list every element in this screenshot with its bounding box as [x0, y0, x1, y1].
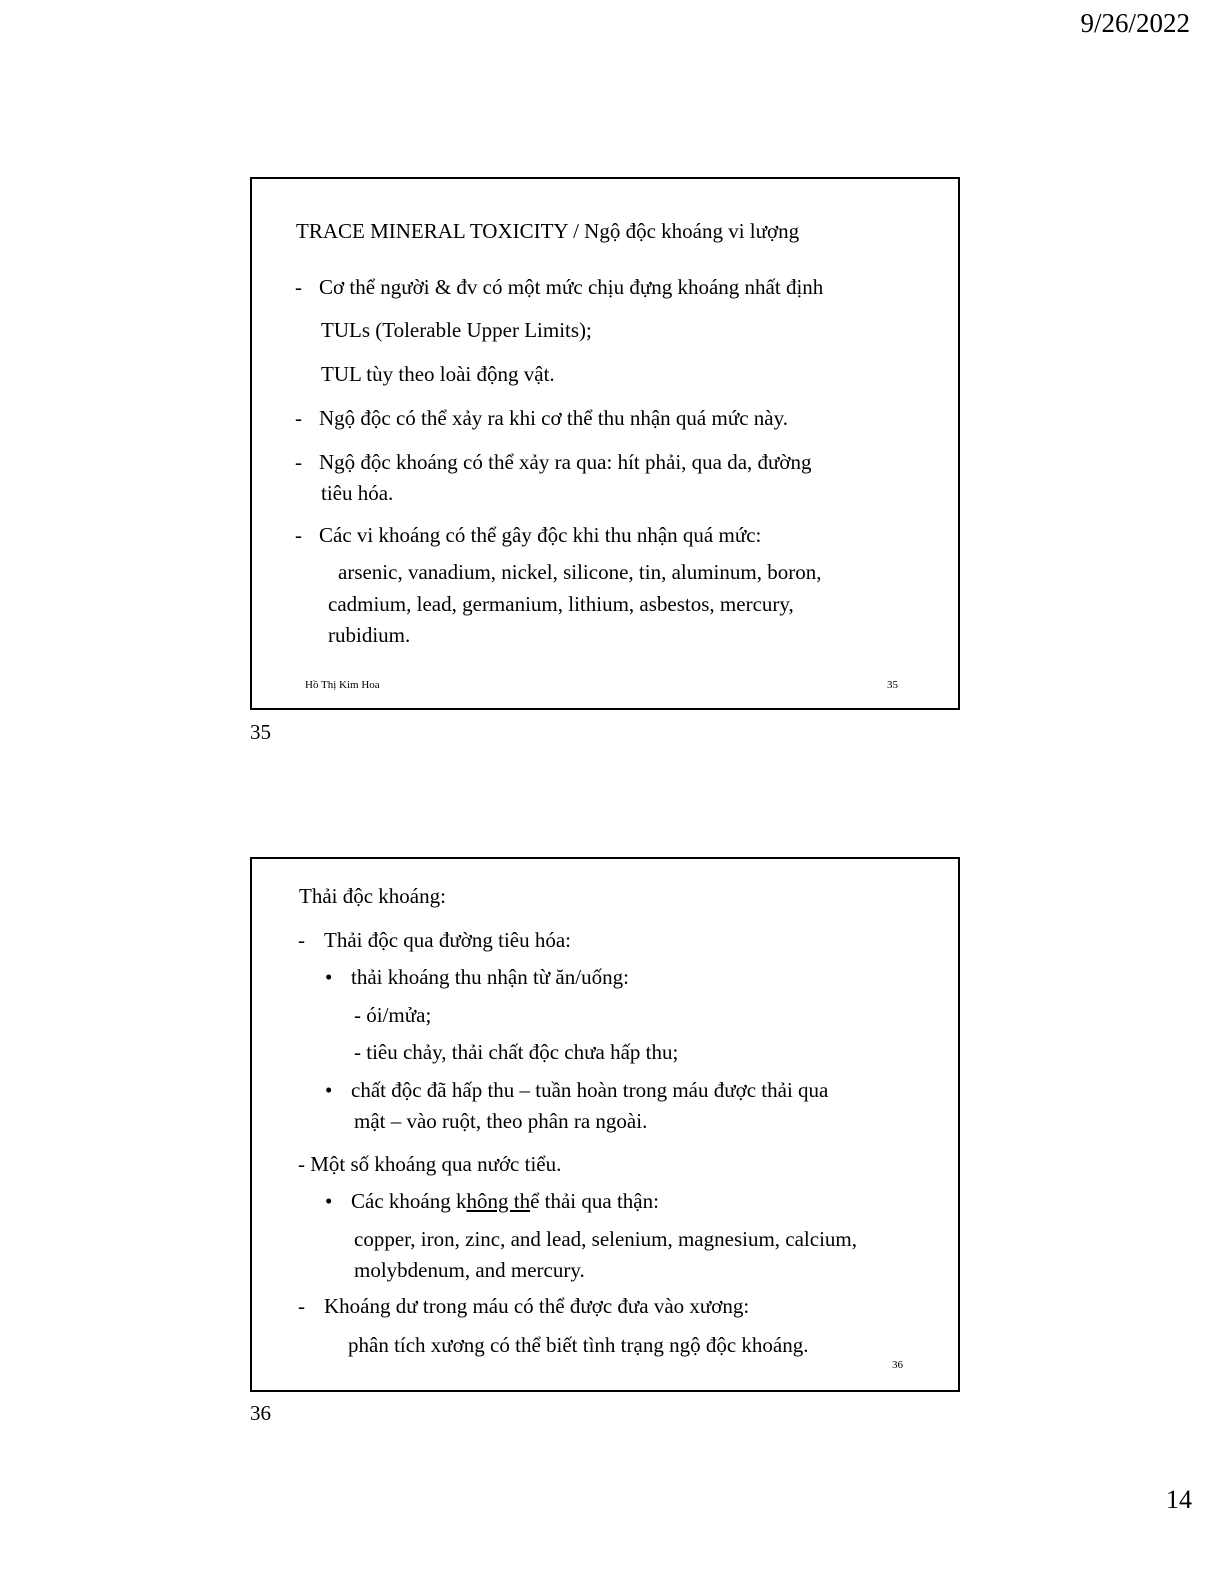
bullet-marker: • — [325, 965, 333, 989]
slide-line — [351, 1189, 659, 1214]
print-date: 9/26/2022 — [1080, 8, 1190, 38]
bullet-marker: • — [325, 1189, 333, 1213]
slide-title: TRACE MINERAL TOXICITY / Ngộ độc khoáng vi lượng — [296, 219, 800, 243]
text-segment: Các khoáng k — [351, 1189, 467, 1213]
slide-line: copper, iron, zinc, and lead, selenium, magnesium, calcium, — [354, 1227, 857, 1251]
page-number: 14 — [1166, 1485, 1192, 1514]
slide-line: TUL tùy theo loài động vật. — [321, 362, 555, 386]
slide-number: 36 — [892, 1359, 903, 1371]
slide-line: Ngộ độc khoáng có thể xảy ra qua: hít phải, qua da, đường — [319, 450, 812, 474]
dash-marker: - — [295, 450, 302, 474]
slide-line: mật – vào ruột, theo phân ra ngoài. — [354, 1109, 648, 1133]
slide-line: chất độc đã hấp thu – tuần hoàn trong máu được thải qua — [351, 1078, 829, 1102]
slide-36 — [250, 857, 960, 1392]
slide-line: molybdenum, and mercury. — [354, 1258, 585, 1282]
text-segment: ể thải qua thận: — [530, 1189, 659, 1213]
dash-marker: - — [298, 928, 305, 952]
slide-35 — [250, 177, 960, 710]
slide-line: cadmium, lead, germanium, lithium, asbestos, mercury, — [328, 592, 794, 616]
slide-line: phân tích xương có thể biết tình trạng ngộ độc khoáng. — [348, 1333, 809, 1357]
dash-marker: - — [295, 406, 302, 430]
slide-title: Thải độc khoáng: — [299, 884, 446, 908]
dash-marker: - — [298, 1294, 305, 1318]
slide-line: TULs (Tolerable Upper Limits); — [321, 318, 592, 342]
slide-line: Các vi khoáng có thể gây độc khi thu nhận quá mức: — [319, 523, 762, 547]
slide-line: - tiêu chảy, thải chất độc chưa hấp thu; — [354, 1040, 679, 1064]
dash-marker: - — [295, 275, 302, 299]
slide-line: - Một số khoáng qua nước tiểu. — [298, 1152, 562, 1176]
slide-line: Ngộ độc có thể xảy ra khi cơ thể thu nhận quá mức này. — [319, 406, 788, 430]
slide-label: 35 — [250, 720, 271, 744]
bullet-marker: • — [325, 1078, 333, 1102]
slide-number: 35 — [887, 679, 898, 691]
slide-label: 36 — [250, 1401, 271, 1425]
slide-line: - ói/mửa; — [354, 1003, 432, 1027]
slide-line: Thải độc qua đường tiêu hóa: — [324, 928, 572, 952]
slide-line: arsenic, vanadium, nickel, silicone, tin, aluminum, boron, — [338, 560, 822, 584]
dash-marker: - — [295, 523, 302, 547]
underlined-segment: hông th — [466, 1189, 531, 1213]
slide-line: tiêu hóa. — [321, 481, 394, 505]
slide-line: Khoáng dư trong máu có thể được đưa vào xương: — [324, 1294, 750, 1318]
slide-line: thải khoáng thu nhận từ ăn/uống: — [351, 965, 629, 989]
slide-author: Hồ Thị Kim Hoa — [305, 679, 380, 691]
slide-line: Cơ thể người & đv có một mức chịu đựng khoáng nhất định — [319, 275, 824, 299]
slide-line: rubidium. — [328, 623, 411, 647]
